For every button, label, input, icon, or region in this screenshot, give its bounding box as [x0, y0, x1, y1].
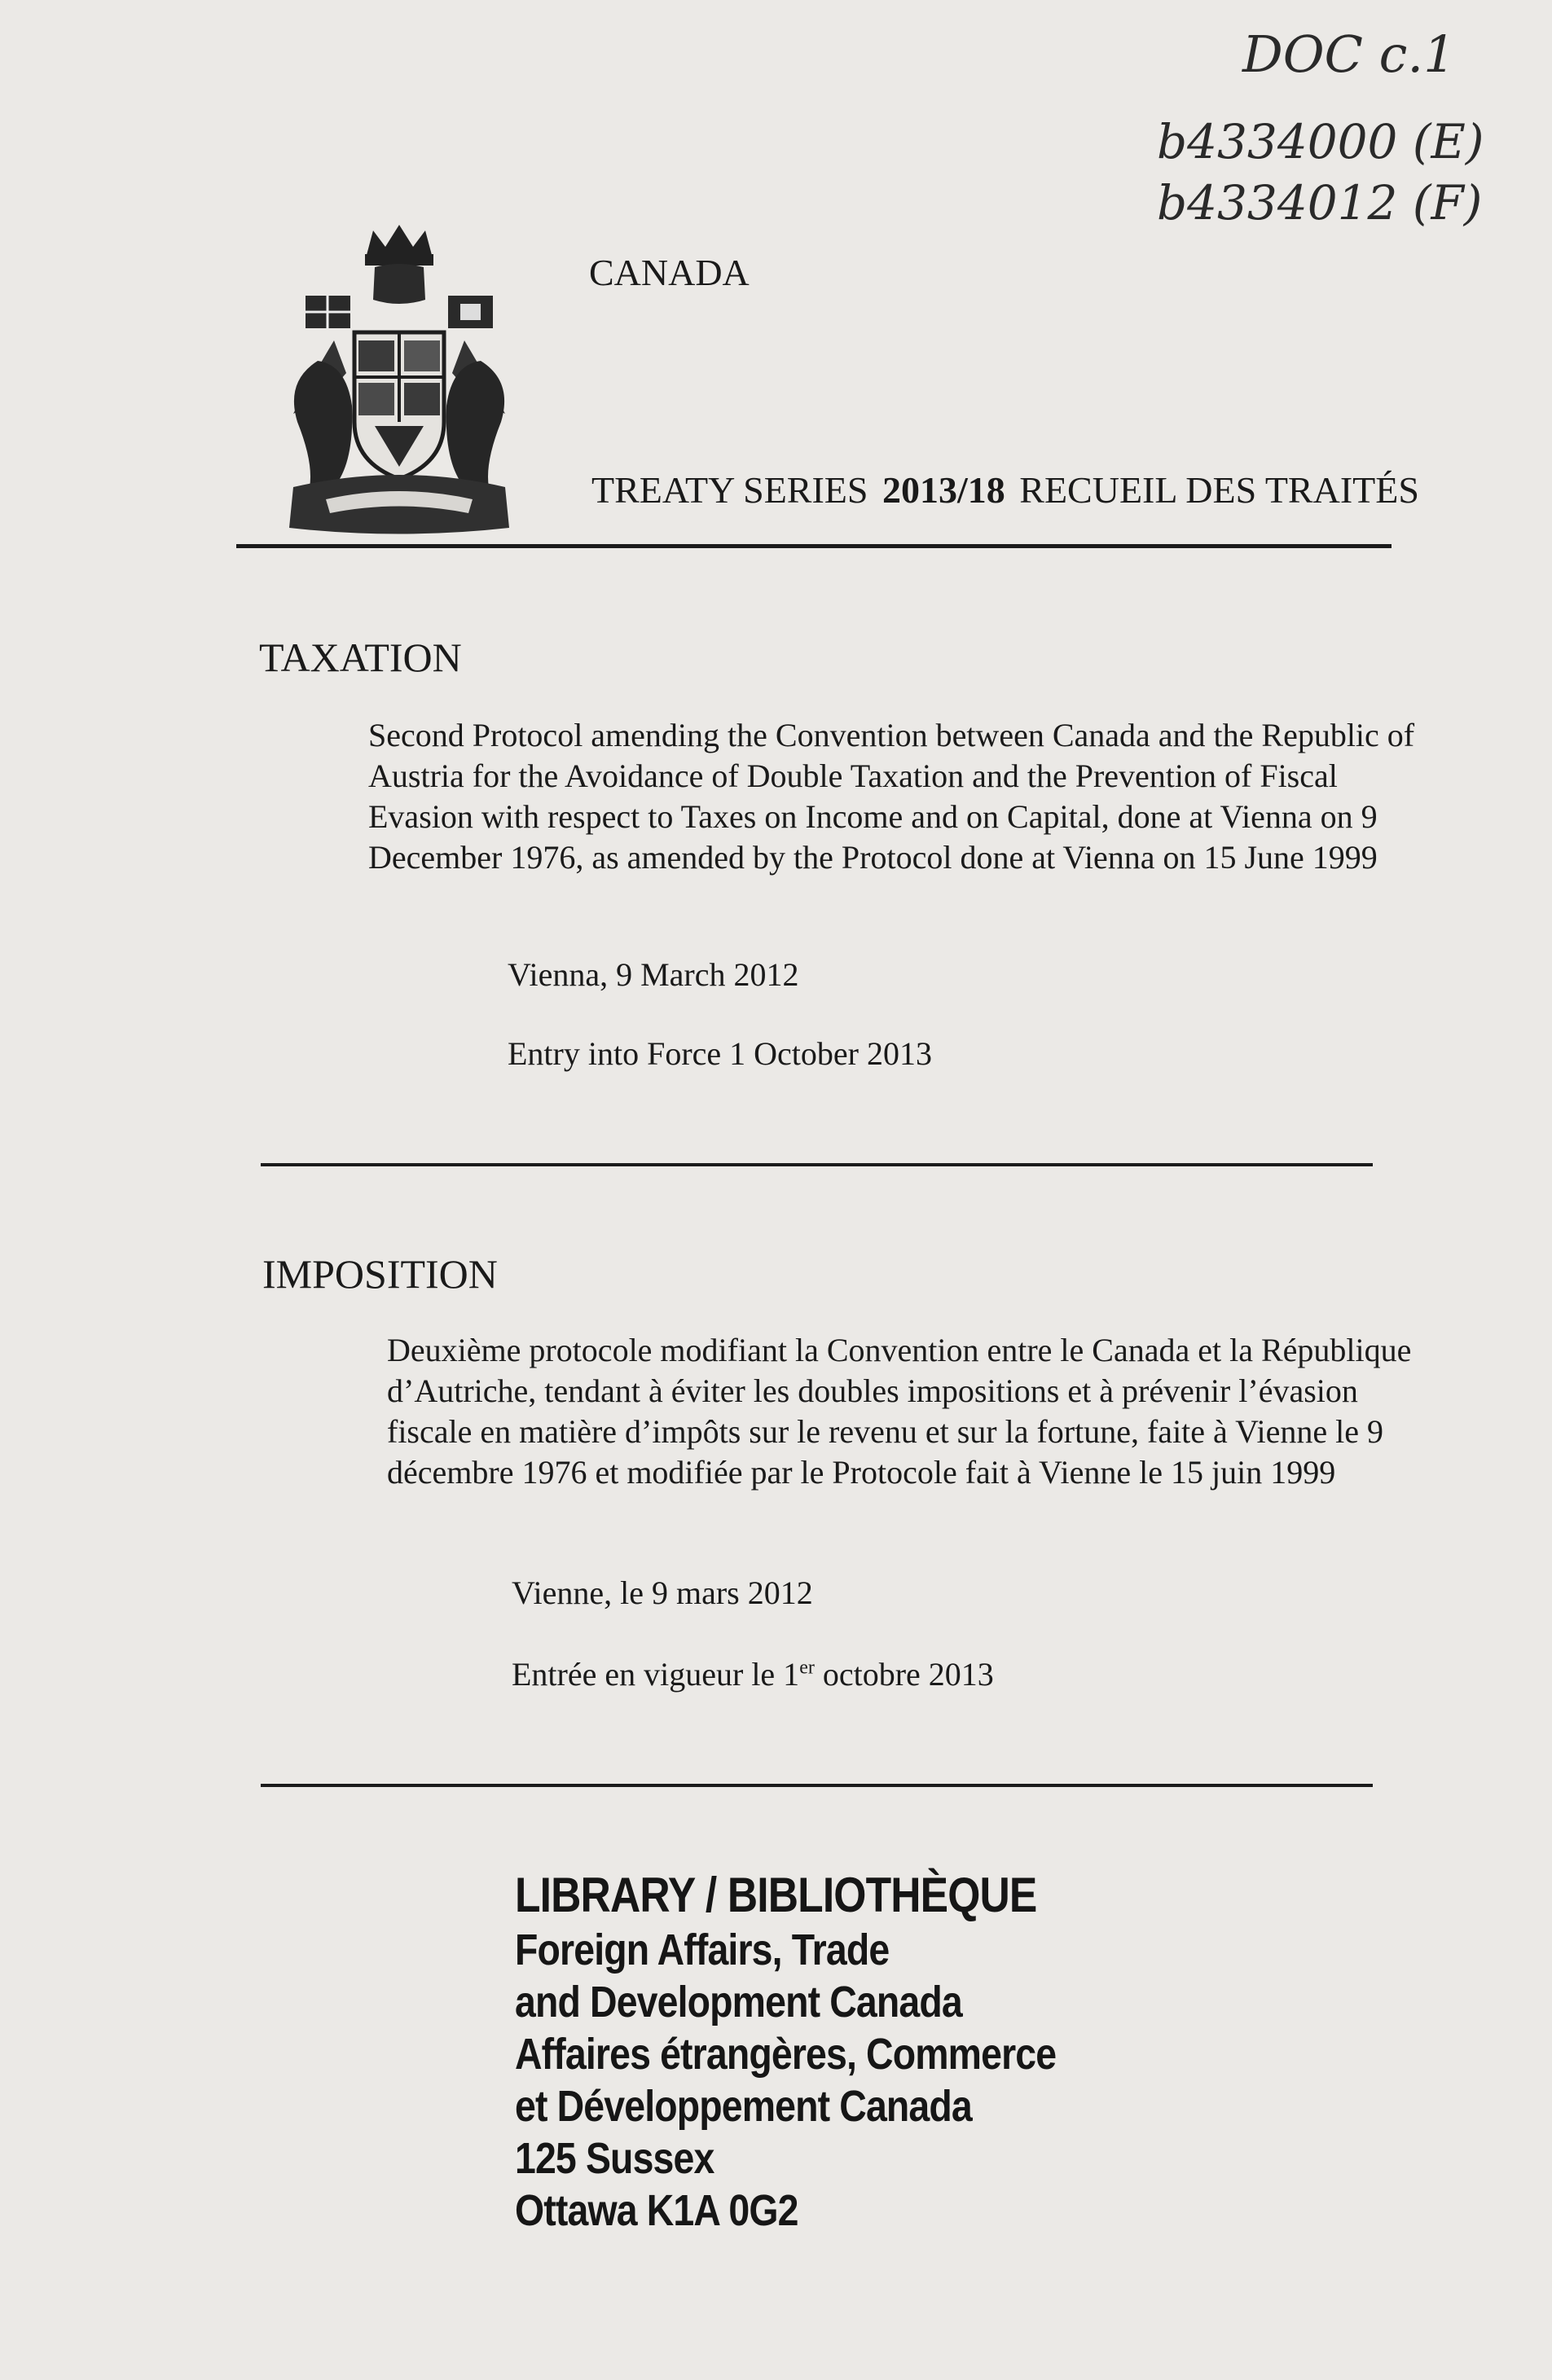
- library-stamp: [515, 1867, 1056, 2237]
- handwritten-french-code: b4334012 (F): [1157, 175, 1483, 231]
- entry-date-suffix: octobre 2013: [814, 1656, 994, 1693]
- protocol-description-english: Second Protocol amending the Convention between Canada and the Republic of Austria for the Avoidance of Double Taxation and the Prevention of Fiscal Evasion with respect to Taxes on Income and on Capital, done at Vienna on 9 December 1976, as amended by the Protocol done at Vienna on 15 June 1999: [368, 717, 1415, 876]
- country-heading: CANADA: [589, 252, 750, 293]
- stamp-line-library: LIBRARY / BIBLIOTHÈQUE: [515, 1868, 1037, 1922]
- stamp-line-department-en-2: and Development Canada: [515, 1978, 962, 2027]
- series-number: 2013/18: [882, 469, 1005, 511]
- stamp-line-department-en-1: Foreign Affairs, Trade: [515, 1926, 890, 1974]
- entry-into-force-english: Entry into Force 1 October 2013: [508, 1035, 932, 1072]
- series-label-french: RECUEIL DES TRAITÉS: [1019, 469, 1419, 511]
- stamp-line-department-fr-1: Affaires étrangères, Commerce: [515, 2030, 1057, 2079]
- section-divider-1: [261, 1163, 1373, 1166]
- coat-of-arms-icon: [277, 218, 521, 540]
- handwritten-doc-note: DOC c.1: [1242, 24, 1456, 84]
- treaty-series-line: [591, 468, 1419, 512]
- signing-place-date-french: Vienne, le 9 mars 2012: [512, 1574, 813, 1611]
- section-divider-2: [261, 1784, 1373, 1787]
- entry-into-force-french: [512, 1655, 994, 1693]
- signing-place-date-english: Vienna, 9 March 2012: [508, 956, 799, 993]
- header-divider: [236, 544, 1392, 548]
- stamp-line-city: Ottawa K1A 0G2: [515, 2186, 798, 2235]
- section-title-english: TAXATION: [259, 635, 462, 680]
- entry-date-ordinal: er: [799, 1657, 815, 1679]
- stamp-line-street: 125 Sussex: [515, 2134, 714, 2183]
- series-label-english: TREATY SERIES: [591, 469, 868, 511]
- entry-date-prefix: Entrée en vigueur le 1: [512, 1656, 800, 1693]
- protocol-description-french: Deuxième protocole modifiant la Convention entre le Canada et la République d’Autriche, tendant à éviter les doubles impositions et à prévenir l’évasion fiscale en matière d’impôts sur le revenu et sur la fortune, faite à Vienne le 9 décembre 1976 et modifiée par le Protocole fait à Vienne le 15 juin 1999: [387, 1332, 1412, 1491]
- stamp-line-department-fr-2: et Développement Canada: [515, 2082, 972, 2131]
- section-title-french: IMPOSITION: [262, 1251, 498, 1297]
- handwritten-english-code: b4334000 (E): [1157, 114, 1484, 169]
